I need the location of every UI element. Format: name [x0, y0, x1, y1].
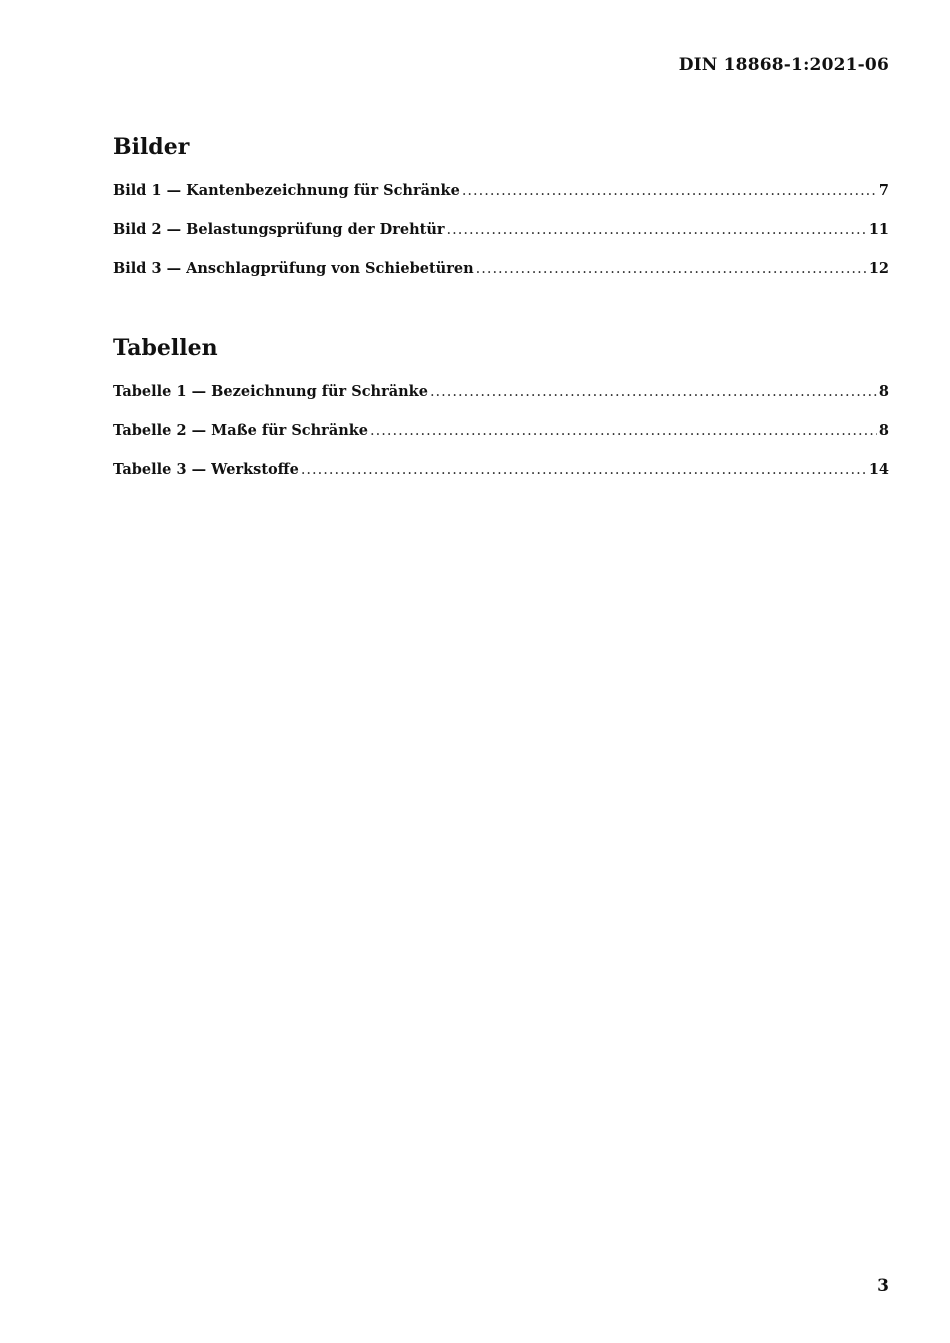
document-id-header: DIN 18868-1:2021-06 [678, 55, 889, 75]
dot-leader [430, 373, 877, 412]
figures-list-title: Bilder [113, 134, 190, 160]
toc-entry-page: 8 [878, 383, 889, 400]
toc-entry-label: Tabelle 3 — Werkstoffe [113, 461, 299, 478]
toc-entry-figure-1[interactable] [113, 171, 889, 210]
toc-entry-page: 11 [868, 221, 889, 238]
toc-entry-page: 12 [868, 260, 889, 277]
dot-leader [476, 250, 867, 289]
toc-entry-page: 7 [878, 182, 889, 199]
tables-list-title: Tabellen [113, 335, 218, 361]
toc-entry-figure-2[interactable] [113, 210, 889, 249]
dot-leader [462, 172, 877, 211]
toc-entry-page: 8 [878, 422, 889, 439]
dot-leader [301, 451, 867, 490]
toc-entry-table-2[interactable] [113, 411, 889, 450]
toc-entry-table-1[interactable] [113, 372, 889, 411]
toc-entry-label: Bild 3 — Anschlagprüfung von Schiebetüren [113, 260, 474, 277]
toc-entry-page: 14 [868, 461, 889, 478]
tables-list-section [113, 334, 889, 489]
toc-entry-label: Tabelle 2 — Maße für Schränke [113, 422, 369, 439]
toc-entry-label: Bild 2 — Belastungsprüfung der Drehtür [113, 221, 445, 238]
toc-entry-label: Tabelle 1 — Bezeichnung für Schränke [113, 383, 428, 400]
page-number: 3 [877, 1276, 889, 1296]
toc-entry-figure-3[interactable] [113, 249, 889, 288]
dot-leader [370, 412, 877, 451]
figures-list-section [113, 133, 889, 288]
toc-entry-table-3[interactable] [113, 450, 889, 489]
toc-entry-label: Bild 1 — Kantenbezeichnung für Schränke [113, 182, 460, 199]
dot-leader [447, 211, 867, 250]
